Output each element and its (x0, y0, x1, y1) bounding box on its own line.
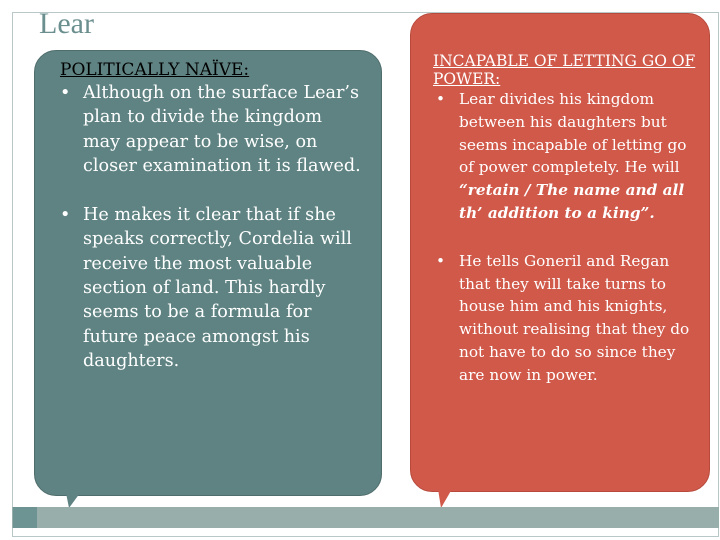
politically-naive-callout (34, 50, 382, 496)
incapable-of-letting-go-point-2: • He tells Goneril and Regan that they will take turns to house him and his knights, without realising that they do not have to do so since they are now in power. (433, 250, 699, 387)
incapable-of-letting-go-points (433, 88, 699, 387)
incapable-of-letting-go-heading: INCAPABLE OF LETTING GO OF POWER: (433, 52, 696, 88)
politically-naive-point-2: • He makes it clear that if she speaks correctly, Cordelia will receive the most valuable section of land. This hardly seems to be a formula for future peace amongst his daughters. (57, 203, 363, 373)
incapable-of-letting-go-point-1 (433, 88, 699, 225)
lear-quote: “retain / The name and all th’ addition to a king”. (459, 181, 685, 222)
politically-naive-heading: POLITICALLY NAÏVE: (60, 60, 250, 80)
right-callout-tail (438, 489, 452, 509)
footer-bar (12, 507, 719, 528)
point-1-text: Lear divides his kingdom between his daughters but seems incapable of letting go of power completely. He will (459, 90, 687, 177)
politically-naive-point-1: • Although on the surface Lear’s plan to divide the kingdom may appear to be wise, on closer examination it is flawed. (57, 81, 363, 178)
slide-title: Lear (39, 7, 94, 40)
incapable-of-letting-go-callout (410, 13, 710, 492)
politically-naive-points (57, 81, 363, 373)
footer-accent-block (13, 507, 37, 528)
